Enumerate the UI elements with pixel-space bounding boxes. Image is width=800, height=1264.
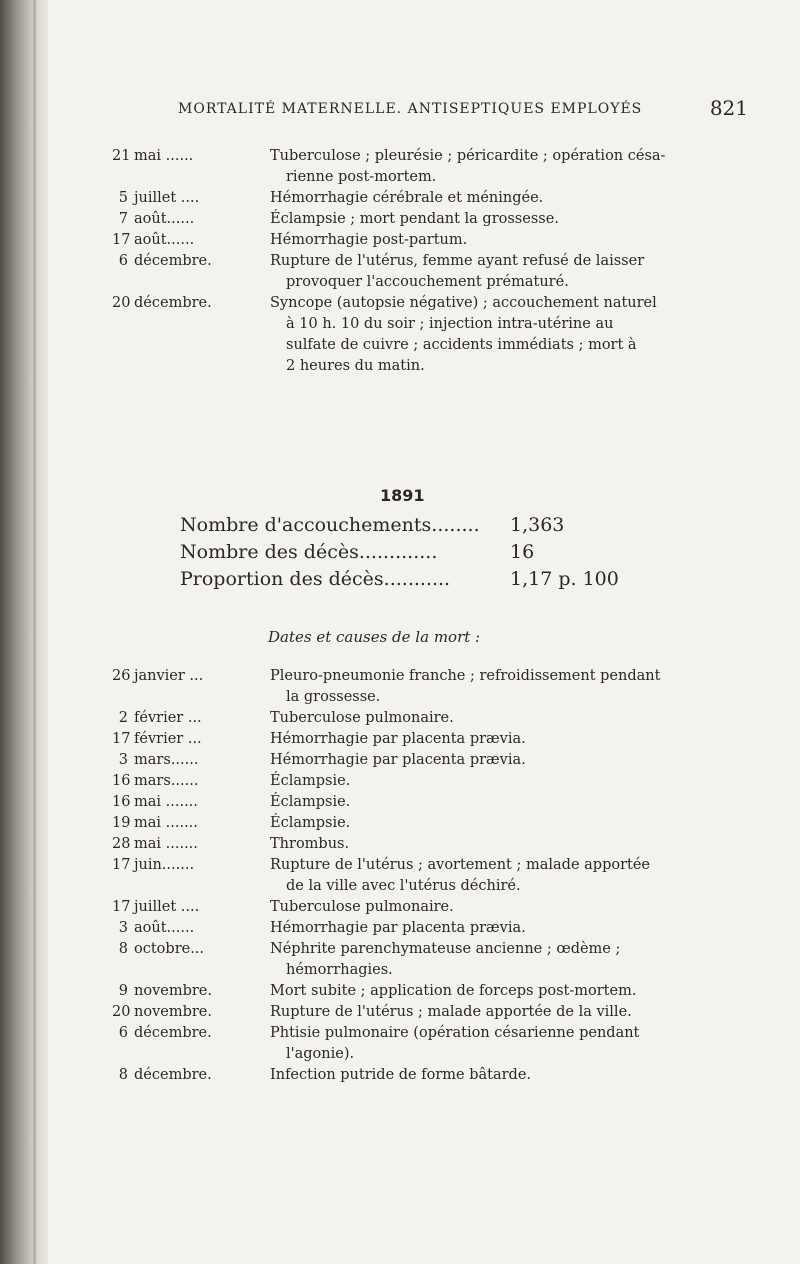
entry-month: août...... (134, 211, 195, 227)
entry-cause-line: Hémorrhagie par placenta prævia. (270, 752, 526, 768)
page-number: 821 (709, 96, 748, 120)
entry-month: août...... (134, 232, 195, 248)
entry-cause-continuation: sulfate de cuivre ; accidents immédiats ; mort à (286, 337, 637, 353)
entry-date (112, 981, 266, 1002)
entry-day: 17 (112, 899, 131, 915)
entry-date (112, 666, 266, 708)
death-entry (112, 813, 712, 834)
entry-month: décembre. (134, 253, 212, 269)
entry-cause-line: Rupture de l'utérus, femme ayant refusé de laisser (270, 253, 645, 269)
entry-month: mars...... (134, 773, 199, 789)
entry-cause (266, 230, 712, 251)
entry-cause-continuation: la grossesse. (286, 689, 381, 705)
death-entry (112, 834, 712, 855)
entry-date (112, 293, 266, 377)
death-list-1890 (112, 146, 712, 377)
entry-date (112, 188, 266, 209)
entry-cause-continuation: provoquer l'accouchement prématuré. (286, 274, 569, 290)
entry-day: 17 (112, 857, 131, 873)
entry-cause (266, 855, 712, 897)
entry-date (112, 251, 266, 293)
entry-cause (266, 771, 712, 792)
stat-deaths (180, 539, 640, 566)
entry-month: juin....... (134, 857, 195, 873)
death-entry (112, 146, 712, 188)
entry-cause-line: Hémorrhagie par placenta prævia. (270, 920, 526, 936)
entry-date (112, 813, 266, 834)
entry-cause (266, 708, 712, 729)
entry-cause-line: Thrombus. (270, 836, 350, 852)
entry-day: 3 (118, 752, 128, 768)
entry-month: février ... (134, 710, 202, 726)
death-entry (112, 251, 712, 293)
entry-day: 6 (118, 253, 128, 269)
entry-cause-line: Éclampsie. (270, 773, 351, 789)
entry-cause-line: Pleuro-pneumonie franche ; refroidissement pendant (270, 668, 661, 684)
entry-date (112, 729, 266, 750)
entry-month: août...... (134, 920, 195, 936)
entry-day: 2 (118, 710, 128, 726)
death-entry (112, 771, 712, 792)
entry-cause-line: Tuberculose ; pleurésie ; péricardite ; opération césa- (270, 148, 666, 164)
entry-date (112, 1023, 266, 1065)
death-entry (112, 750, 712, 771)
statistics-block (180, 512, 640, 593)
entry-cause-continuation: rienne post-mortem. (286, 169, 437, 185)
entry-month: décembre. (134, 295, 212, 311)
death-entry (112, 729, 712, 750)
entry-month: juillet .... (134, 899, 200, 915)
death-entry (112, 1023, 712, 1065)
entry-day: 9 (118, 983, 128, 999)
entry-month: mai ....... (134, 815, 198, 831)
entry-cause-line: Hémorrhagie post-partum. (270, 232, 468, 248)
entry-day: 5 (118, 190, 128, 206)
entry-cause (266, 293, 712, 377)
entry-day: 21 (112, 148, 131, 164)
entry-date (112, 939, 266, 981)
running-title: MORTALITÉ MATERNELLE. ANTISEPTIQUES EMPLOYÉS (178, 101, 643, 117)
entry-cause (266, 981, 712, 1002)
entry-cause (266, 939, 712, 981)
entry-day: 26 (112, 668, 131, 684)
entry-cause (266, 209, 712, 230)
entry-cause (266, 729, 712, 750)
entry-day: 16 (112, 773, 131, 789)
stat-value: 16 (510, 541, 535, 563)
entry-cause (266, 188, 712, 209)
entry-month: juillet .... (134, 190, 200, 206)
entry-cause-continuation: 2 heures du matin. (286, 358, 425, 374)
entry-month: octobre... (134, 941, 205, 957)
entry-cause-continuation: l'agonie). (286, 1046, 355, 1062)
entry-month: mars...... (134, 752, 199, 768)
entry-date (112, 834, 266, 855)
entry-cause (266, 666, 712, 708)
entry-cause-line: Éclampsie. (270, 794, 351, 810)
entry-cause (266, 792, 712, 813)
entry-month: janvier ... (134, 668, 204, 684)
entry-cause (266, 1002, 712, 1023)
entry-cause-line: Mort subite ; application de forceps post-mortem. (270, 983, 637, 999)
entry-month: décembre. (134, 1025, 212, 1041)
binding-edge (33, 0, 36, 1264)
entry-day: 6 (118, 1025, 128, 1041)
entry-cause (266, 1023, 712, 1065)
entry-month: mai ...... (134, 148, 194, 164)
entry-cause-continuation: de la ville avec l'utérus déchiré. (286, 878, 521, 894)
stat-label: Nombre des décès............. (180, 541, 438, 563)
entry-cause-line: Tuberculose pulmonaire. (270, 899, 454, 915)
death-entry (112, 230, 712, 251)
entry-date (112, 1002, 266, 1023)
death-entry (112, 918, 712, 939)
entry-cause-line: Hémorrhagie cérébrale et méningée. (270, 190, 544, 206)
entry-month: novembre. (134, 1004, 212, 1020)
entry-date (112, 1065, 266, 1086)
death-entry (112, 792, 712, 813)
entry-month: novembre. (134, 983, 212, 999)
stat-value: 1,17 p. 100 (510, 568, 619, 590)
stat-label: Nombre d'accouchements........ (180, 514, 480, 536)
entry-date (112, 918, 266, 939)
stat-births (180, 512, 640, 539)
entry-date (112, 750, 266, 771)
entry-date (112, 708, 266, 729)
entry-day: 16 (112, 794, 131, 810)
entry-day: 19 (112, 815, 131, 831)
entry-month: décembre. (134, 1067, 212, 1083)
death-entry (112, 293, 712, 377)
stat-proportion (180, 566, 640, 593)
entry-day: 7 (118, 211, 128, 227)
entry-cause (266, 834, 712, 855)
stat-value: 1,363 (510, 514, 565, 536)
entry-cause (266, 813, 712, 834)
entry-day: 17 (112, 731, 131, 747)
entry-date (112, 855, 266, 897)
entry-cause-continuation: hémorrhagies. (286, 962, 393, 978)
entry-cause-line: Phtisie pulmonaire (opération césarienne pendant (270, 1025, 640, 1041)
book-binding (0, 0, 48, 1264)
death-entry (112, 939, 712, 981)
entry-date (112, 146, 266, 188)
entry-cause (266, 146, 712, 188)
entry-cause-continuation: à 10 h. 10 du soir ; injection intra-utérine au (286, 316, 614, 332)
entry-cause-line: Éclampsie ; mort pendant la grossesse. (270, 211, 559, 227)
entry-day: 3 (118, 920, 128, 936)
death-entry (112, 1065, 712, 1086)
death-entry (112, 209, 712, 230)
entry-cause (266, 897, 712, 918)
entry-date (112, 771, 266, 792)
entry-cause-line: Éclampsie. (270, 815, 351, 831)
death-entry (112, 708, 712, 729)
entry-cause (266, 918, 712, 939)
entry-day: 8 (118, 941, 128, 957)
entry-day: 17 (112, 232, 131, 248)
entry-month: février ... (134, 731, 202, 747)
stat-label: Proportion des décès........... (180, 568, 451, 590)
death-list-1891 (112, 666, 712, 1086)
death-entry (112, 188, 712, 209)
section-subtitle: Dates et causes de la mort : (268, 628, 481, 646)
entry-cause-line: Rupture de l'utérus ; malade apportée de la ville. (270, 1004, 632, 1020)
death-entry (112, 855, 712, 897)
death-entry (112, 981, 712, 1002)
entry-cause (266, 750, 712, 771)
entry-cause (266, 1065, 712, 1086)
entry-day: 20 (112, 1004, 131, 1020)
entry-cause (266, 251, 712, 293)
entry-cause-line: Néphrite parenchymateuse ancienne ; œdème ; (270, 941, 621, 957)
entry-cause-line: Infection putride de forme bâtarde. (270, 1067, 532, 1083)
year-heading: 1891 (380, 486, 425, 505)
entry-date (112, 792, 266, 813)
entry-date (112, 209, 266, 230)
entry-date (112, 230, 266, 251)
entry-cause-line: Tuberculose pulmonaire. (270, 710, 454, 726)
entry-day: 20 (112, 295, 131, 311)
death-entry (112, 897, 712, 918)
entry-cause-line: Rupture de l'utérus ; avortement ; malade apportée (270, 857, 650, 873)
entry-month: mai ....... (134, 794, 198, 810)
entry-day: 28 (112, 836, 131, 852)
death-entry (112, 666, 712, 708)
entry-date (112, 897, 266, 918)
entry-month: mai ....... (134, 836, 198, 852)
entry-day: 8 (118, 1067, 128, 1083)
entry-cause-line: Hémorrhagie par placenta prævia. (270, 731, 526, 747)
entry-cause-line: Syncope (autopsie négative) ; accouchement naturel (270, 295, 657, 311)
death-entry (112, 1002, 712, 1023)
